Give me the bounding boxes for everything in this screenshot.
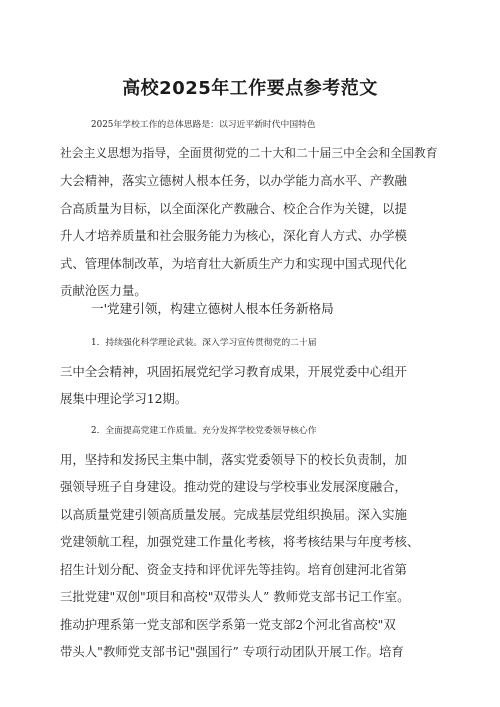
item2-line: 强领导班子自身建设。推动党的建设与学校事业发展深度融合， (60, 479, 407, 494)
item2-line: 三批党建"双创"项目和高校"双带头人” 教师党支部书记工作室。 (60, 589, 410, 604)
item2-line: 用，坚持和发扬民主集中制，落实党委领导下的校长负责制，加 (60, 451, 407, 467)
intro-line: 式、管理体制改革，为培育壮大新质生产力和实现中国式现代化 (60, 255, 407, 271)
item1-line: 1．持续强化科学理论武装。深入学习宣传贯彻党的二十届 (91, 338, 317, 348)
intro-line: 贡献沧医力量。 (60, 283, 147, 298)
item2-line: 党建领航工程，加强党建工作量化考核，将考核结果与年度考核、 (60, 534, 420, 549)
intro-line: 社会主义思想为指导，全面贯彻党的二十大和二十届三中全会和全国教育 (60, 145, 438, 160)
item1-line: 三中全会精神，巩固拓展党纪学习教育成果，开展党委中心组开 (60, 363, 407, 379)
intro-line: 2025年学校工作的总体思路是：以习近平新时代中国特色 (91, 120, 316, 130)
document-title: 高校2025年工作要点参考范文 (122, 78, 378, 99)
intro-paragraph (60, 112, 440, 305)
item2-line: 以高质量党建引领高质量发展。完成基层党组织换届。深入实施 (60, 506, 407, 522)
item1-line: 展集中理论学习12期。 (60, 391, 188, 406)
item1-paragraph (60, 330, 440, 413)
section-heading: 一'党建引领，构建立德树人根本任务新格局 (91, 301, 334, 316)
item2-line: 带头人"教师党支部书记"强国行” 专项行动团队开展工作。培育 (60, 644, 404, 659)
intro-line: 合高质量为目标，以全面深化产教融合、校企合作为关键，以提 (60, 200, 407, 216)
intro-line: 升人才培养质量和社会服务能力为核心，深化育人方式、办学模 (60, 228, 407, 243)
intro-line: 大会精神，落实立德树人根本任务，以办学能力高水平、产教融 (60, 173, 407, 188)
item2-paragraph (60, 418, 440, 666)
item2-line: 招生计划分配、资金支持和评优评先等挂钩。培育创建河北省第 (60, 561, 407, 577)
item2-line: 2．全面提高党建工作质量。充分发挥学校党委领导核心作 (91, 426, 317, 436)
item2-line: 推动护理系第一党支部和医学系第一党支部2个河北省高校"双 (60, 616, 396, 632)
